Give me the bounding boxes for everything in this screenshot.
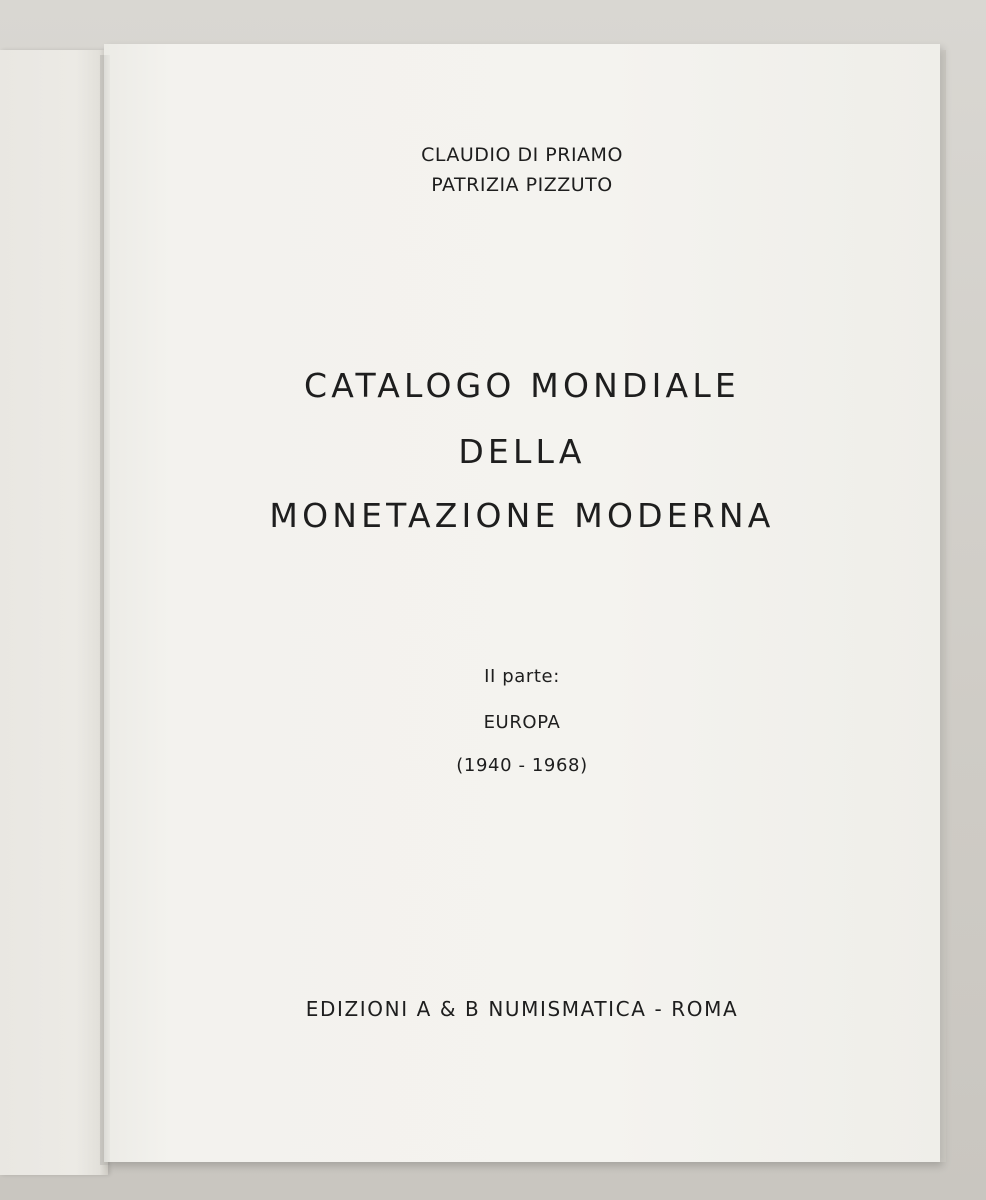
left-page	[0, 50, 108, 1175]
book-title-line: DELLA	[458, 432, 586, 471]
book-title-line: CATALOGO MONDIALE	[304, 366, 740, 405]
part-label: II parte:	[484, 666, 560, 687]
book-title-line: MONETAZIONE MODERNA	[269, 496, 775, 535]
author-name: PATRIZIA PIZZUTO	[431, 174, 613, 196]
years-label: (1940 - 1968)	[456, 755, 588, 776]
region-label: EUROPA	[483, 712, 561, 733]
publisher-imprint: EDIZIONI A & B NUMISMATICA - ROMA	[305, 997, 739, 1021]
author-name: CLAUDIO DI PRIAMO	[421, 144, 623, 166]
